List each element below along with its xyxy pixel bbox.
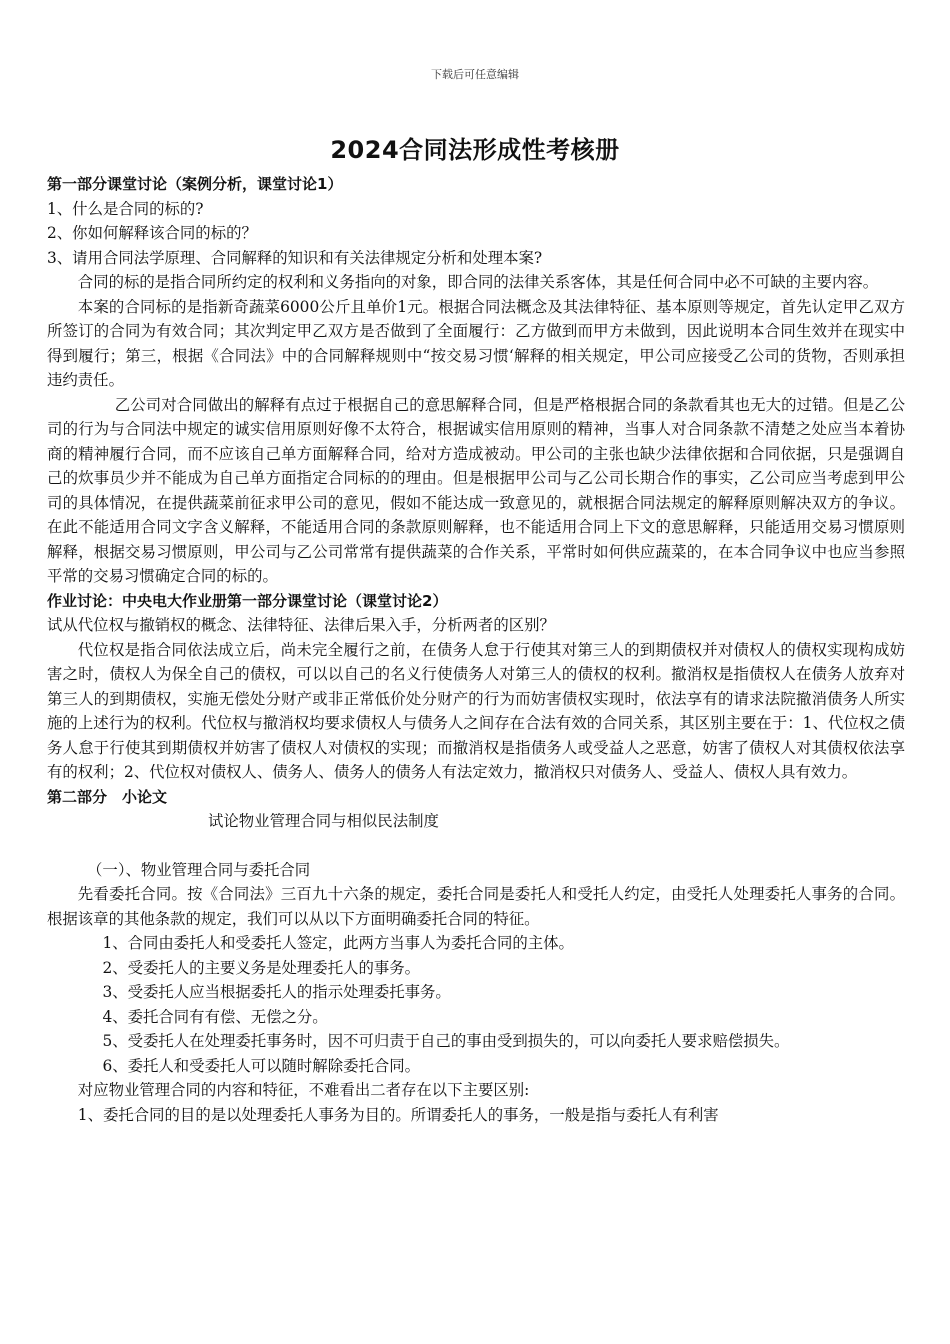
essay-paragraph-3: 1、委托合同的目的是以处理委托人事务为目的。所谓委托人的事务，一般是指与委托人有利害 (77, 1105, 719, 1124)
section2-paragraph: 代位权是指合同依法成立后，尚未完全履行之前，在债务人怠于行使其对第三人的到期债权并对债权人的债权实现构成妨害之时，债权人为保全自己的债权，可以以自己的名义行使债务人对第三人的债权的权利。撤消权是指债权人在债务人放弃对第三人的到期债权，实施无偿处分财产或非正常低价处分财产的行为而妨害债权实现时，依法享有的请求法院撤消债务人所实施的上述行为的权利。代位权与撤消权均要求债权人与债务人之间存在合法有效的合同关系，其区别主要在于：1、代位权之债务人怠于行使其到期债权并妨害了债权人对债权的实现；而撤消权是指债务人或受益人之恶意，妨害了债权人对其债权依法享有的权利；2、代位权对债权人、债务人、债务人的债务人有法定效力，撤消权只对债务人、受益人、债权人具有效力。 (47, 640, 905, 781)
question-2: 2、你如何解释该合同的标的？ (47, 224, 257, 242)
header-note: 下载后可任意编辑 (431, 68, 519, 81)
essay-paragraph-1: 先看委托合同。按《合同法》三百九十六条的规定，委托合同是委托人和受托人约定，由受托人处理委托人事务的合同。根据该章的其他条款的规定，我们可以从以下方面明确委托合同的特征。 (47, 885, 905, 928)
essay-list-item: 2、受委托人的主要义务是处理委托人的事务。 (102, 958, 421, 977)
answer-paragraph-1: 合同的标的是指合同所约定的权利和义务指向的对象，即合同的法律关系客体，其是任何合同中必不可缺的主要内容。 (77, 273, 879, 291)
essay-title: 试论物业管理合同与相似民法制度 (208, 812, 439, 830)
question-1: 1、什么是合同的标的? (47, 199, 204, 218)
essay-list-item: 3、受委托人应当根据委托人的指示处理委托事务。 (102, 983, 451, 1001)
essay-list-item: 1、合同由委托人和受委托人签定，此两方当事人为委托合同的主体。 (102, 934, 574, 952)
essay-paragraph-2: 对应物业管理合同的内容和特征，不难看出二者存在以下主要区别: (77, 1081, 530, 1099)
question-3: 3、请用合同法学原理、合同解释的知识和有关法律规定分析和处理本案? (47, 248, 543, 267)
essay-subheading: （一）、物业管理合同与委托合同 (87, 860, 311, 879)
section2-question: 试从代位权与撤销权的概念、法律特征、法律后果入手，分析两者的区别？ (47, 616, 555, 634)
essay-list-item: 4、委托合同有有偿、无偿之分。 (102, 1007, 328, 1026)
section2-heading: 作业讨论：中央电大作业册第一部分课堂讨论（课堂讨论2） (47, 591, 448, 610)
essay-list-item: 5、受委托人在处理委托事务时，因不可归责于自己的事由受到损失的，可以向委托人要求赔偿损失。 (102, 1032, 790, 1050)
section3-heading: 第二部分 小论文 (47, 787, 168, 806)
document-body (47, 172, 905, 1127)
essay-list-item: 6、委托人和受委托人可以随时解除委托合同。 (102, 1056, 421, 1075)
answer-paragraph-2: 本案的合同标的是指新奇蔬菜6000公斤且单价1元。根据合同法概念及其法律特征、基本原则等规定，首先认定甲乙双方所签订的合同为有效合同；其次判定甲乙双方是否做到了全面履行：乙方做到而甲方未做到，因此说明本合同生效并在现实中得到履行；第三，根据《合同法》中的合同解释规则中“按交易习惯‘解释的相关规定，甲公司应接受乙公司的货物，否则承担违约责任。 (47, 297, 905, 389)
section1-heading: 第一部分课堂讨论（案例分析，课堂讨论1） (47, 175, 343, 193)
document-title: 2024合同法形成性考核册 (330, 136, 620, 164)
answer-paragraph-3: 乙公司对合同做出的解释有点过于根据自己的意思解释合同，但是严格根据合同的条款看其也无大的过错。但是乙公司的行为与合同法中规定的诚实信用原则好像不太符合，根据诚实信用原则的精神，当事人对合同条款不清楚之处应当本着协商的精神履行合同，而不应该自己单方面解释合同，给对方造成被动。甲公司的主张也缺少法律依据和合同依据，只是强调自己的炊事员少并不能成为自己单方面指定合同标的的理由。但是根据甲公司与乙公司长期合作的事实，乙公司应当考虑到甲公司的具体情况，在提供蔬菜前征求甲公司的意见，假如不能达成一致意见的，就根据合同法规定的解释原则解决双方的争议。在此不能适用合同文字含义解释，不能适用合同的条款原则解释，也不能适用合同上下文的意思解释，只能适用交易习惯原则解释，根据交易习惯原则，甲公司与乙公司常常有提供蔬菜的合作关系，平常时如何供应蔬菜的，在本合同争议中也应当参照平常的交易习惯确定合同的标的。 (47, 395, 905, 585)
